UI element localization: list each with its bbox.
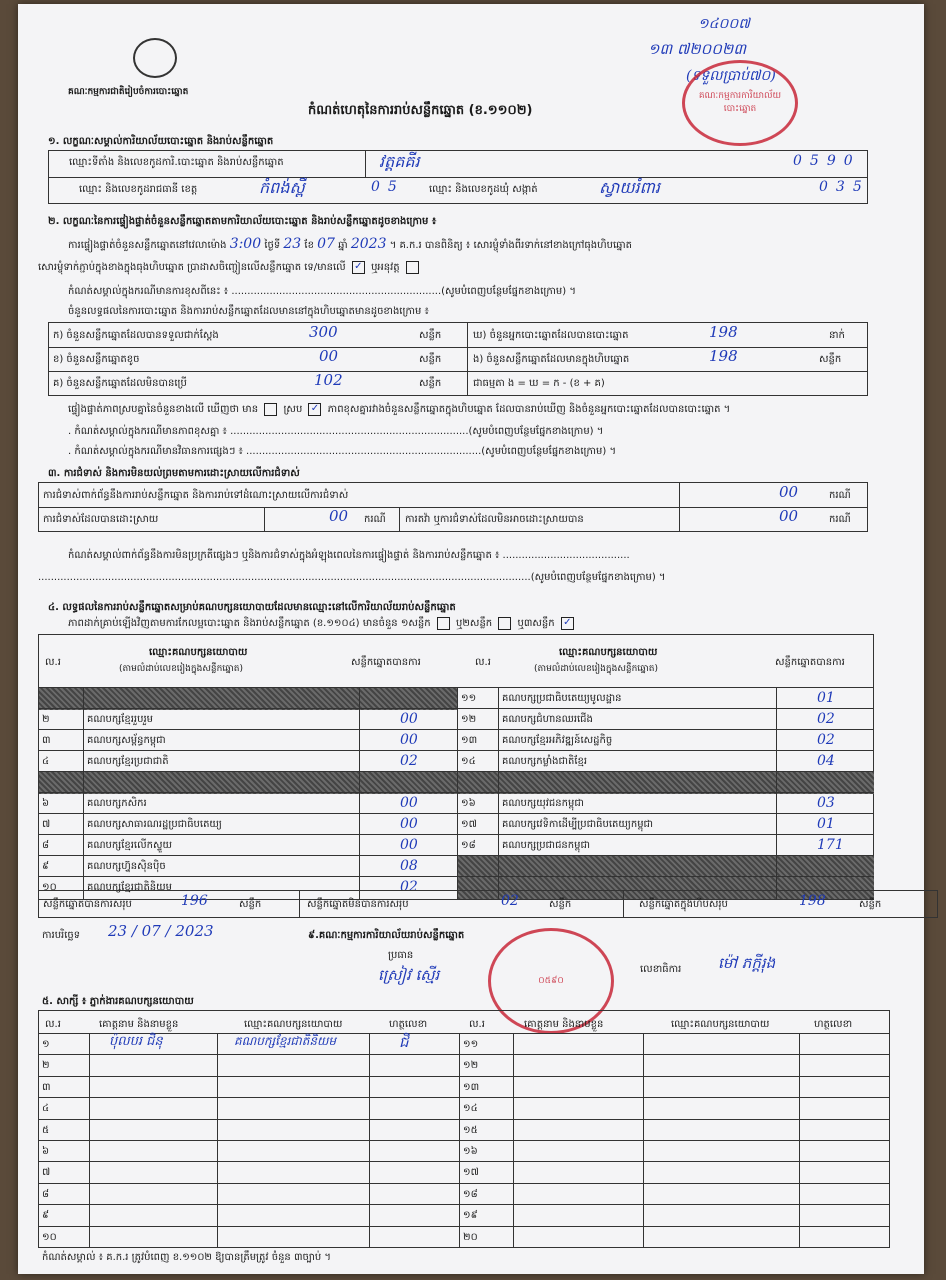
witness1-name: ប៉ុលបរ ជិនុ [109, 1034, 163, 1049]
witness-cell [369, 1077, 463, 1098]
chair-sign: ស្រៀវ ស្មើរ [378, 966, 440, 984]
party-name: គណបក្សសាធារណរដ្ឋប្រជាធិបតេយ្យ [83, 814, 359, 836]
party-name: គណបក្សប្រជាធិបតេយ្យមូលដ្ឋាន [498, 688, 776, 710]
s3-row2-unit: ករណី [364, 514, 386, 525]
s2-year: 2023 [350, 236, 387, 252]
party-name [498, 856, 776, 878]
party-row [458, 687, 874, 710]
s3-row2-value: 00 [329, 507, 349, 525]
party-name: គណបក្សកសិករ [83, 793, 359, 815]
party-row [39, 813, 457, 836]
witness-cell [369, 1162, 463, 1183]
s4-heading: ៤. លទ្ធផលនៃការរាប់សន្លឹកឆ្នោតសម្រាប់គណបក្សនយោបាយដែលមានឈ្មោះនៅលើការិយាល័យរាប់សន្លឹកឆ្នោត [48, 602, 456, 613]
party-no: ១៨ [461, 840, 476, 851]
witness-cell [513, 1141, 647, 1162]
party-votes [776, 856, 874, 878]
witness-cell [799, 1141, 893, 1162]
party-row [39, 834, 457, 857]
witness-cell [799, 1227, 893, 1248]
col-votes-left: សន្លឹកឆ្នោតបានការ [351, 657, 421, 668]
witness-cell [643, 1034, 803, 1055]
stamp-top: គណៈកម្មការការិយាល័យបោះឆ្នោត [682, 60, 798, 146]
form-paper [18, 4, 924, 1274]
party-votes: 02 [359, 751, 457, 773]
witness-cell [643, 1227, 803, 1248]
party-no: ៨ [42, 840, 50, 851]
witness-cell [799, 1120, 893, 1141]
witness1-party: គណបក្សខ្មែរជាតិនិយម [234, 1034, 337, 1048]
party-name: គណបក្សខ្មែរលើកស្ទួយ [83, 835, 359, 857]
w-col-sign-right: ហត្ថលេខា [814, 1019, 853, 1030]
witness-no: ១៧ [459, 1162, 517, 1183]
col-party-sub-right: (តាមលំដាប់លេខរៀងក្នុងសន្លឹកឆ្នោត) [534, 664, 658, 674]
s3-row2-label: ការជំទាស់ដែលបានដោះស្រាយ [43, 514, 159, 525]
total-invalid-unit: សន្លឹក [549, 899, 572, 910]
check-equal-checkbox[interactable] [264, 403, 277, 416]
witness-no: ១០ [42, 1231, 57, 1243]
party-votes: 00 [359, 730, 457, 752]
kha-label: ខ) ចំនួនសន្លឹកឆ្នោតខូច [53, 354, 140, 365]
date-value: 23 / 07 / 2023 [108, 922, 214, 940]
witness-cell [513, 1034, 647, 1055]
s3-row1-label: ការជំទាស់ពាក់ព័ន្ធនឹងការរាប់សន្លឹកឆ្នោត និងការរាប់ទៅដំណោះស្រាយលើការជំទាស់ [43, 490, 349, 501]
form-title: កំណត់ហេតុនៃការរាប់សន្លឹកឆ្នោត (ខ.១១០២) [308, 103, 533, 118]
stamp-bottom: ០៥៩០ [488, 928, 614, 1034]
total-valid-unit: សន្លឹក [239, 899, 262, 910]
party-name [83, 688, 359, 710]
w-col-name-right: គោត្តនាម និងនាមខ្លួន [524, 1019, 604, 1030]
s2-line2: សោរម្ចុំទាក់ភ្ជាប់ក្នុងខាងក្នុងធុងហិបឆ្នោត ប្រាដាសចិញ្ចៀនលើសន្លឹកឆ្នោត ទេ/មានលើ ✓ ឬអនុវត្ត [38, 260, 422, 275]
date-label: ការបរិច្ឆេទ [42, 930, 81, 941]
party-votes: 01 [776, 688, 874, 710]
party-name: គណបក្សខ្មែរជាតិនិយម [83, 877, 359, 899]
org-name: គណៈកម្មការជាតិរៀបចំការបោះឆ្នោត [68, 87, 189, 97]
s2-table [48, 322, 868, 396]
gho-label: ឃ) ចំនួនអ្នកបោះឆ្នោតដែលបានបោះឆ្នោត [473, 330, 629, 341]
party-name: គណបក្សខ្មែររួបរួម [83, 709, 359, 731]
witness-no: ១៥ [459, 1120, 517, 1141]
witness-cell [89, 1055, 221, 1076]
party-row [39, 792, 457, 815]
col-party-sub-left: (តាមលំដាប់លេខរៀងក្នុងសន្លឹកឆ្នោត) [119, 664, 243, 674]
col-no-left: ល.រ [45, 657, 61, 668]
witness-cell [513, 1184, 647, 1205]
party-name: គណបក្សសម្ព័ន្ធកម្ពុជា [83, 730, 359, 752]
witness-cell [643, 1055, 803, 1076]
witness-cell [217, 1205, 373, 1226]
witness-row [39, 1140, 889, 1162]
witness-table [38, 1010, 890, 1248]
party-votes: 02 [776, 709, 874, 731]
party-row [39, 687, 457, 710]
s1-value1: វត្តគគីរ [379, 152, 420, 171]
witness-row [39, 1119, 889, 1141]
witness-cell [643, 1184, 803, 1205]
ngo-unit: សន្លឹក [819, 354, 842, 365]
emblem-icon [133, 38, 177, 78]
total-valid: 196 [181, 893, 208, 909]
s4-sub: ភាពដាក់គ្រាប់ឡើងវិញតាមការកែលម្អបោះឆ្នោត និងរាប់សន្លឹកឆ្នោត (ខ.១១០៤) មានចំនួន ១សន្លឹក ឬ២សន្លឹក ឬ៣សន្លឹក ✓ [68, 616, 577, 631]
total-invalid: 02 [501, 893, 519, 909]
witness-no: ១៩ [459, 1205, 517, 1226]
col-votes-right: សន្លឹកឆ្នោតបានការ [775, 657, 845, 668]
witness-no: ១ [42, 1039, 50, 1050]
party-votes: 02 [776, 730, 874, 752]
w-col-no-left: ល.រ [45, 1019, 61, 1030]
party-row [39, 771, 457, 794]
s2-line4: ចំនួនលទ្ធផលនៃការបោះឆ្នោត និងការរាប់សន្លឹកឆ្នោតដែលមាននៅក្នុងហិបឆ្នោតមានដូចខាងក្រោម ៖ [68, 306, 429, 317]
ko-unit: សន្លឹក [419, 378, 442, 389]
witness-cell [89, 1205, 221, 1226]
party-name: គណបក្សខ្មែរប្រជាជាតិ [83, 751, 359, 773]
party-row [458, 750, 874, 773]
witness-cell [369, 1227, 463, 1248]
party-no: ១៣ [461, 735, 478, 746]
witness-cell [513, 1227, 647, 1248]
witness-no: ១៣ [459, 1077, 517, 1098]
s1-label1: ឈ្មោះទីតាំង និងលេខកូដការិ.បោះឆ្នោត និងរាប់សន្លឹកឆ្នោត [69, 157, 284, 168]
party-no: ៩ [42, 861, 50, 872]
witness-cell [369, 1098, 463, 1119]
s1-label3: ឈ្មោះ និងលេខកូដឃុំ សង្កាត់ [429, 184, 538, 195]
total-all-unit: សន្លឹក [859, 899, 882, 910]
party-no: ២ [42, 714, 50, 725]
s2-line1: ការផ្ទៀងផ្ទាត់ចំនួនសន្លឹកឆ្នោតនៅវេលាម៉ោង 3:00 ថ្ងៃទី 23 ខែ 07 ឆ្នាំ 2023 ។ គ.ក.រ បានពិនិត្យ ៖ សោរម្ចុំទាំងពីរទាក់នៅខាងក្រៅធុងហិបឆ្នោត [68, 236, 633, 252]
witness-cell [513, 1162, 647, 1183]
s3-heading: ៣. ការជំទាស់ និងការមិនយល់ព្រមតាមការដោះស្រាយលើការជំទាស់ [48, 468, 300, 479]
party-no [39, 688, 86, 710]
party-row [458, 792, 874, 815]
witness-row [39, 1054, 889, 1076]
sheets-2-checkbox[interactable] [498, 617, 511, 630]
witness-cell [217, 1055, 373, 1076]
topright-line3: (ទទួលប្រាប់៧០) [686, 68, 776, 84]
party-no: ១២ [461, 714, 477, 725]
check-diff-checkbox[interactable]: ✓ [308, 403, 321, 416]
ka-unit: សន្លឹក [419, 330, 442, 341]
witness-cell [799, 1184, 893, 1205]
w-col-name-left: គោត្តនាម និងនាមខ្លួន [99, 1019, 179, 1030]
witness-no: ៤ [42, 1103, 50, 1115]
kha-unit: សន្លឹក [419, 354, 442, 365]
witness-no: ១១ [459, 1034, 517, 1055]
witness-cell [369, 1055, 463, 1076]
witness-no: ៧ [42, 1167, 51, 1179]
party-votes [359, 772, 457, 794]
witness-no: ៥ [42, 1124, 50, 1136]
total-valid-label: សន្លឹកឆ្នោតបានការសរុប [43, 899, 132, 910]
party-name: គណបក្សវេទិកាដើម្បីប្រជាធិបតេយ្យកម្ពុជា [498, 814, 776, 836]
party-votes: 02 [359, 877, 457, 899]
s3-row2b-label: ការតវ៉ា ឬការជំទាស់ដែលមិនអាចដោះស្រាយបាន [405, 514, 584, 525]
s3-row2b-unit: ករណី [829, 514, 851, 525]
witness-cell [217, 1120, 373, 1141]
witness-cell [799, 1077, 893, 1098]
party-no [458, 772, 501, 794]
s1-code2: 05 [371, 179, 405, 195]
col-no-right: ល.រ [475, 657, 491, 668]
witness-cell [89, 1077, 221, 1098]
witness-row [39, 1033, 889, 1055]
witness-cell [217, 1077, 373, 1098]
w-col-no-right: ល.រ [469, 1019, 485, 1030]
s1-code3: 035 [819, 179, 870, 195]
witness-row [39, 1226, 889, 1248]
witness-row [39, 1161, 889, 1183]
witness-cell [643, 1098, 803, 1119]
w-col-party-left: ឈ្មោះគណបក្សនយោបាយ [244, 1019, 343, 1030]
s2-note2: . កំណត់សម្គាល់ក្នុងករណីមានវិធានការផ្សេងៗ ៖ ..........................................................................(សូមបំពេញបន្ថែមផ្នែកខាងក្រោម) ។ [68, 446, 617, 457]
witness-cell [643, 1120, 803, 1141]
ngo-label: ង) ចំនួនសន្លឹកឆ្នោតដែលមានក្នុងហិបឆ្នោត [473, 354, 630, 365]
witness-row [39, 1097, 889, 1119]
total-all-label: សន្លឹកឆ្នោតក្នុងហិបសរុប [639, 899, 728, 910]
witness-cell [643, 1162, 803, 1183]
party-votes: 03 [776, 793, 874, 815]
s3-row2b-value: 00 [779, 507, 799, 525]
w-col-sign-left: ហត្ថលេខា [389, 1019, 428, 1030]
witness-row [39, 1204, 889, 1226]
witness-cell [513, 1205, 647, 1226]
formula: ជាធម្មតា ង = ឃ = ក - (ខ + គ) [473, 378, 605, 389]
witness-cell [217, 1162, 373, 1183]
witness-cell [643, 1141, 803, 1162]
witness-cell [89, 1141, 221, 1162]
witness-cell [89, 1098, 221, 1119]
witness-cell [217, 1098, 373, 1119]
party-no: ១០ [42, 882, 57, 893]
gho-value: 198 [709, 323, 738, 341]
results-table [38, 634, 874, 900]
witness1-sign: ជិ [399, 1033, 409, 1051]
party-no: ៤ [42, 756, 50, 767]
witness-cell [799, 1034, 893, 1055]
party-row [39, 750, 457, 773]
sheets-3-checkbox[interactable]: ✓ [561, 617, 574, 630]
s2-day: 23 [283, 236, 302, 252]
witness-no: ២០ [459, 1227, 517, 1248]
total-invalid-label: សន្លឹកឆ្នោតមិនបានការសរុប [307, 899, 409, 910]
chair-label: ប្រធាន [388, 950, 414, 961]
s1-label2: ឈ្មោះ និងលេខកូដរាជធានី ខេត្ត [79, 184, 198, 195]
col-party-right: ឈ្មោះគណបក្សនយោបាយ [559, 647, 658, 658]
s2-note1: . កំណត់សម្គាល់ក្នុងករណីមានភាពខុសគ្នា ៖ ...........................................................................(សូមបំពេញបន្ថែមផ្នែកខាងក្រោម) ។ [68, 426, 604, 437]
s2-check: ផ្ទៀងផ្ទាត់ភាពស្របគ្នានៃចំនួនខាងលើ ឃើញថា មាន ស្រប ✓ ភាពខុសគ្នារវាងចំនួនសន្លឹកឆ្នោតក្នុងហិបឆ្នោត ដែលបានរាប់ឃើញ និងចំនួនអ្នកបោះឆ្នោតដែលបានបោះឆ្នោត ។ [68, 402, 731, 415]
results-right [457, 687, 874, 899]
footer-note: កំណត់សម្គាល់ ៖ គ.ក.រ ត្រូវបំពេញ ខ.១១០២ ឱ្យបានត្រឹមត្រូវ ចំនួន ៣ច្បាប់ ។ [42, 1252, 331, 1263]
s3-table [38, 482, 868, 532]
party-votes: 00 [359, 835, 457, 857]
ko-value: 102 [314, 371, 343, 389]
seal-no-checkbox[interactable] [406, 261, 419, 274]
party-row [458, 834, 874, 857]
s3-note: កំណត់សម្គាល់ពាក់ព័ន្ធនឹងការមិនប្រក្រតីផ្សេងៗ ឬនិងការជំទាស់ក្នុងអំឡុងពេលនៃការផ្ទៀងផ្ទាត់ និងការរាប់សន្លឹកឆ្នោត ៖ ........................................ [68, 550, 630, 561]
witness-cell [217, 1227, 373, 1248]
party-votes: 171 [776, 835, 874, 857]
party-row [458, 771, 874, 794]
w-col-party-right: ឈ្មោះគណបក្សនយោបាយ [671, 1019, 770, 1030]
party-no [458, 856, 501, 878]
witness-cell [89, 1120, 221, 1141]
party-name: គណបក្សកម្លាំងជាតិខ្មែរ [498, 751, 776, 773]
party-name: គណបក្សយុវជនកម្ពុជា [498, 793, 776, 815]
witness-no: ៣ [42, 1081, 51, 1093]
party-name: គណបក្សខ្មែរអភិវឌ្ឍន៍សេដ្ឋកិច្ច [498, 730, 776, 752]
ko-label: គ) ចំនួនសន្លឹកឆ្នោតដែលមិនបានប្រើ [53, 378, 187, 389]
witness-rows [39, 1033, 889, 1247]
party-no [39, 772, 86, 794]
witness-no: ១៦ [459, 1141, 517, 1162]
col-party-left: ឈ្មោះគណបក្សនយោបាយ [149, 647, 248, 658]
party-votes: 04 [776, 751, 874, 773]
party-votes [776, 772, 874, 794]
witness-cell [89, 1162, 221, 1183]
witness-cell [217, 1141, 373, 1162]
witness-cell [513, 1120, 647, 1141]
party-row [458, 855, 874, 878]
sheets-1-checkbox[interactable] [437, 617, 450, 630]
party-row [458, 813, 874, 836]
party-name: គណបក្សជំហានឈរជើង [498, 709, 776, 731]
totals-row [38, 890, 938, 918]
seal-yes-checkbox[interactable]: ✓ [352, 261, 365, 274]
s3-row1-value: 00 [779, 483, 799, 501]
witness-no: ១៨ [459, 1184, 517, 1205]
witness-cell [643, 1205, 803, 1226]
party-votes: 00 [359, 814, 457, 836]
secretary-label: លេខាធិការ [640, 964, 682, 975]
kha-value: 00 [319, 347, 339, 365]
s1-value3: ស្វាយរំពារ [599, 178, 660, 197]
party-no: ១៦ [461, 798, 476, 809]
witness-row [39, 1183, 889, 1205]
party-votes [359, 688, 457, 710]
party-votes: 00 [359, 793, 457, 815]
party-no: ១៧ [461, 819, 477, 830]
party-row [39, 708, 457, 731]
witness-cell [89, 1227, 221, 1248]
witness-no: ៨ [42, 1188, 50, 1200]
witness-row [39, 1076, 889, 1098]
party-row [458, 708, 874, 731]
witness-no: ១២ [459, 1055, 517, 1076]
s2-month: 07 [317, 236, 335, 252]
witness-cell [89, 1184, 221, 1205]
topright-line2: ១៣ ៧២០០២៣ [648, 40, 747, 58]
s2-heading: ២. លក្ខណៈនៃការផ្ទៀងផ្ទាត់ចំនួនសន្លឹកឆ្នោតតាមការិយាល័យបោះឆ្នោត និងរាប់សន្លឹកឆ្នោតដូចខាងក្រោម ៖ [48, 216, 437, 227]
witness-cell [217, 1184, 373, 1205]
witness-no: ៦ [42, 1146, 50, 1157]
s1-value2: កំពង់ស្ពឺ [259, 178, 305, 197]
gho-unit: នាក់ [829, 330, 845, 341]
topright-line1: ១៤០០៧ [698, 16, 750, 32]
witness-cell [799, 1055, 893, 1076]
witness-cell [513, 1098, 647, 1119]
party-no: ៣ [42, 735, 51, 746]
total-all: 198 [799, 893, 826, 909]
witness-cell [369, 1141, 463, 1162]
witness-cell [369, 1034, 463, 1055]
party-name [498, 772, 776, 794]
witness-no: ១៤ [459, 1098, 517, 1119]
party-votes: 00 [359, 709, 457, 731]
ngo-value: 198 [709, 347, 738, 365]
party-no: ១៤ [461, 756, 476, 767]
party-row [458, 729, 874, 752]
s1-code1: 0590 [793, 153, 861, 169]
party-no: ១១ [461, 693, 477, 704]
party-row [39, 729, 457, 752]
ka-label: ក) ចំនួនសន្លឹកឆ្នោតដែលបានទទួលជាក់ស្តែង [53, 330, 219, 341]
party-row [39, 855, 457, 878]
witness-cell [369, 1184, 463, 1205]
witness-cell [513, 1055, 647, 1076]
party-name: គណបក្សហ្វ៊ុនស៊ិនប៉ិច [83, 856, 359, 878]
witness-cell [369, 1120, 463, 1141]
witness-cell [799, 1098, 893, 1119]
witness-cell [513, 1077, 647, 1098]
party-name [83, 772, 359, 794]
party-votes: 01 [776, 814, 874, 836]
s2-time: 3:00 [229, 236, 262, 252]
witness-no: ៩ [42, 1210, 50, 1222]
s2-line3: កំណត់សម្គាល់ក្នុងករណីមានការខុសពីនេះ ៖ ..................................................................(សូមបំពេញបន្ថែមផ្នែកខាងក្រោម) ។ [68, 286, 576, 297]
witness-cell [369, 1205, 463, 1226]
s1-heading: ១. លក្ខណៈសម្គាល់ការិយាល័យបោះឆ្នោត និងរាប់សន្លឹកឆ្នោត [48, 136, 274, 147]
committee: ៩.គណៈកម្មការការិយាល័យរាប់សន្លឹកឆ្នោត [308, 930, 465, 941]
results-left [39, 687, 457, 899]
s5-heading: ៥. សាក្សី ៖ ភ្នាក់ងារគណបក្សនយោបាយ [42, 996, 194, 1007]
witness-cell [799, 1162, 893, 1183]
party-no: ៦ [42, 798, 50, 809]
party-no: ៧ [42, 819, 51, 830]
witness-cell [643, 1077, 803, 1098]
secretary-sign: ម៉ៅ ភក្ដីរុង [718, 954, 776, 972]
party-name: គណបក្សប្រជាជនកម្ពុជា [498, 835, 776, 857]
witness-no: ២ [42, 1060, 50, 1072]
s3-note-tail: ...........................................................................................................................................................(សូមបំពេញបន្ថែមផ្នែកខាងក្រោម) ។ [38, 572, 666, 583]
s1-table [48, 150, 868, 204]
party-votes: 08 [359, 856, 457, 878]
ka-value: 300 [309, 323, 338, 341]
s3-row1-unit: ករណី [829, 490, 851, 501]
witness-cell [799, 1205, 893, 1226]
